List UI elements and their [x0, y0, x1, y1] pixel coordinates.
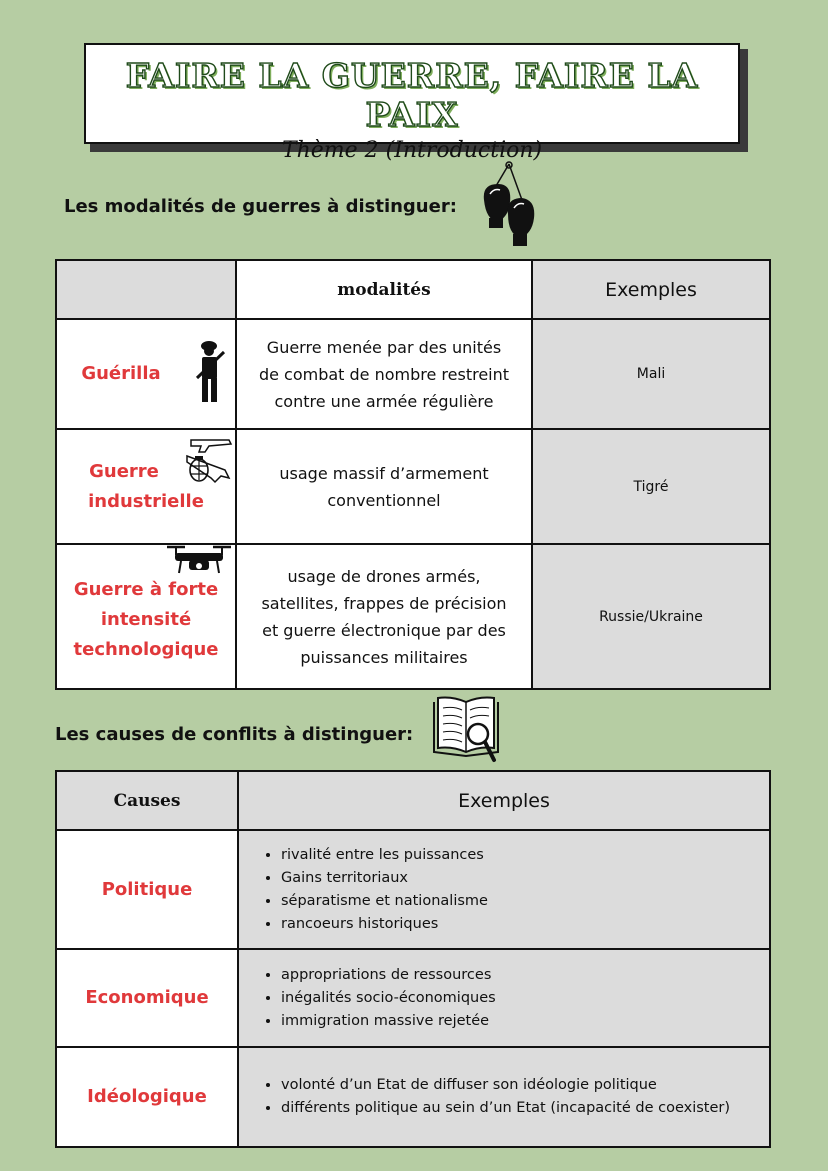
- drone-icon: [165, 543, 233, 577]
- modalite-name-cell: [56, 544, 236, 689]
- cause-name: Politique: [56, 830, 238, 949]
- table-header-row: [56, 260, 770, 319]
- table-row: [56, 1047, 770, 1147]
- modalite-desc-cell: [236, 544, 532, 689]
- cause-name: Economique: [56, 949, 238, 1047]
- desc-line: Guerre menée par des unités: [266, 337, 502, 357]
- list-item: • différents politique au sein d’un Etat (incapacité de coexister): [281, 1097, 769, 1120]
- modalite-name: intensité: [100, 608, 192, 630]
- section-title-modalites: Les modalités de guerres à distinguer:: [64, 196, 457, 217]
- table-row: [56, 429, 770, 544]
- soldier-icon: [194, 338, 228, 406]
- list-item: • Gains territoriaux: [281, 867, 769, 890]
- list-item: • rancoeurs historiques: [281, 913, 769, 936]
- desc-line: et guerre électronique par des: [262, 620, 506, 640]
- modalite-name: technologique: [73, 638, 219, 660]
- list-item: • inégalités socio-économiques: [281, 987, 769, 1010]
- modalite-example: Russie/Ukraine: [532, 544, 770, 689]
- book-magnifier-icon: [430, 694, 504, 764]
- header-empty-cell: [56, 260, 236, 319]
- desc-line: de combat de nombre restreint: [258, 364, 510, 384]
- modalite-example: Tigré: [532, 429, 770, 544]
- desc-line: usage massif d’armement: [279, 463, 489, 483]
- list-item: • volonté d’un Etat de diffuser son idéologie politique: [281, 1074, 769, 1097]
- cause-examples-cell: [238, 830, 770, 949]
- modalite-name-cell: [56, 429, 236, 544]
- header-causes: Causes: [56, 771, 238, 830]
- desc-line: puissances militaires: [300, 647, 468, 667]
- cause-examples-cell: [238, 949, 770, 1047]
- cause-list: [239, 844, 769, 936]
- header-exemples: Exemples: [532, 260, 770, 319]
- list-item: • appropriations de ressources: [281, 964, 769, 987]
- table-header-row: [56, 771, 770, 830]
- desc-line: usage de drones armés,: [287, 566, 481, 586]
- header-exemples: Exemples: [238, 771, 770, 830]
- cause-examples-cell: [238, 1047, 770, 1147]
- header-modalites: modalités: [236, 260, 532, 319]
- cause-list: [239, 1074, 769, 1120]
- table-row: [56, 544, 770, 689]
- list-item: • immigration massive rejetée: [281, 1010, 769, 1033]
- modalites-table: [55, 259, 771, 690]
- desc-line: satellites, frappes de précision: [261, 593, 507, 613]
- weapons-icon: [179, 434, 235, 490]
- page-subtitle: Thème 2 (Introduction): [281, 138, 543, 163]
- boxing-gloves-icon: [476, 160, 542, 252]
- cause-name: Idéologique: [56, 1047, 238, 1147]
- causes-table: [55, 770, 771, 1148]
- modalite-name-cell: [56, 319, 236, 429]
- modalite-example: Mali: [532, 319, 770, 429]
- table-row: [56, 949, 770, 1047]
- modalite-name: industrielle: [88, 490, 204, 512]
- modalite-name: Guerre: [89, 460, 159, 482]
- table-row: [56, 830, 770, 949]
- title-box: [84, 43, 740, 163]
- desc-line: contre une armée régulière: [274, 391, 494, 411]
- page-title: FAIRE LA GUERRE, FAIRE LA PAIX: [125, 56, 699, 134]
- cause-list: [239, 964, 769, 1033]
- table-row: [56, 319, 770, 429]
- modalite-desc-cell: [236, 319, 532, 429]
- modalite-name: Guerre à forte: [73, 578, 219, 600]
- modalite-desc-cell: [236, 429, 532, 544]
- list-item: • rivalité entre les puissances: [281, 844, 769, 867]
- modalite-name: Guérilla: [81, 363, 161, 384]
- list-item: • séparatisme et nationalisme: [281, 890, 769, 913]
- section-title-causes: Les causes de conflits à distinguer:: [55, 724, 414, 745]
- desc-line: conventionnel: [327, 490, 441, 510]
